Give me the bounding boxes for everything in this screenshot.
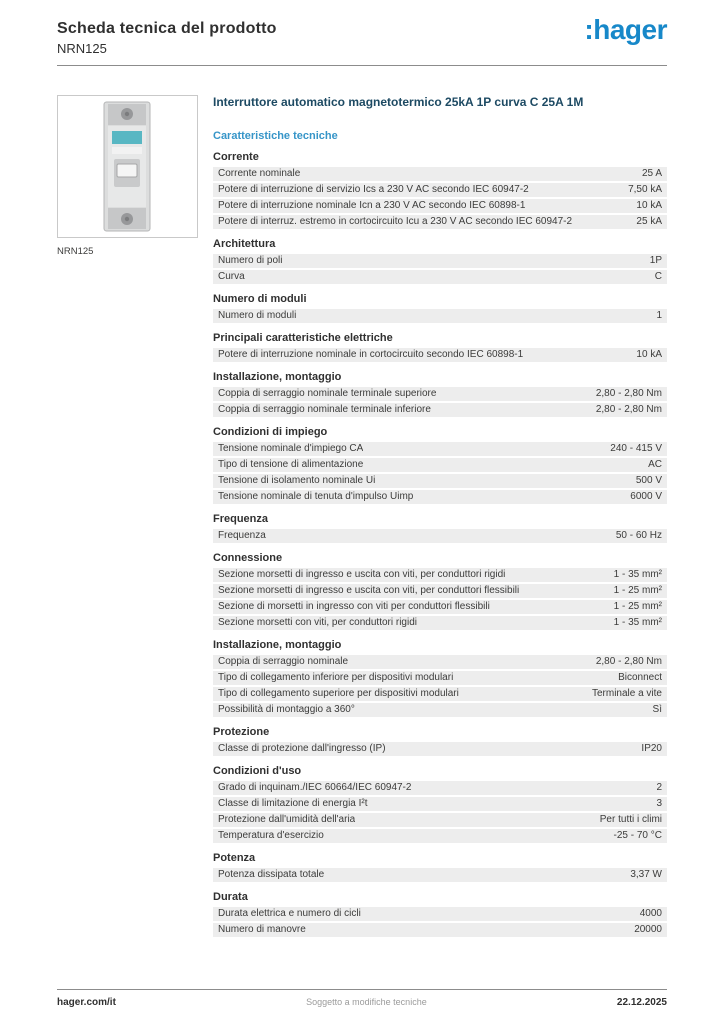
section-title: Numero di moduli bbox=[213, 292, 307, 305]
spec-label: Protezione dall'umidità dell'aria bbox=[218, 813, 356, 825]
spec-value: 2 bbox=[656, 781, 662, 793]
spec-row bbox=[213, 474, 667, 488]
section-title: Condizioni d'uso bbox=[213, 764, 302, 777]
tech-characteristics-heading: Caratteristiche tecniche bbox=[213, 129, 338, 142]
spec-section bbox=[213, 726, 667, 756]
spec-sections bbox=[213, 151, 667, 937]
spec-label: Frequenza bbox=[218, 529, 266, 541]
spec-row bbox=[213, 703, 667, 717]
spec-row bbox=[213, 309, 667, 323]
spec-row bbox=[213, 584, 667, 598]
spec-label: Tensione nominale di tenuta d'impulso Uimp bbox=[218, 490, 414, 502]
spec-label: Temperatura d'esercizio bbox=[218, 829, 324, 841]
spec-section bbox=[213, 151, 667, 229]
spec-section bbox=[213, 852, 667, 882]
spec-section bbox=[213, 293, 667, 323]
spec-value: -25 - 70 °C bbox=[613, 829, 662, 841]
section-title: Principali caratteristiche elettriche bbox=[213, 331, 393, 344]
spec-value: 10 kA bbox=[636, 348, 662, 360]
spec-value: 1 - 35 mm² bbox=[613, 616, 662, 628]
spec-value: 1P bbox=[649, 254, 662, 266]
product-image-column bbox=[57, 95, 198, 257]
spec-section bbox=[213, 891, 667, 937]
section-title: Installazione, montaggio bbox=[213, 370, 342, 383]
spec-row bbox=[213, 687, 667, 701]
section-title: Durata bbox=[213, 890, 248, 903]
spec-row bbox=[213, 458, 667, 472]
spec-value: 10 kA bbox=[636, 199, 662, 211]
spec-row bbox=[213, 797, 667, 811]
footer-date: 22.12.2025 bbox=[616, 997, 667, 1008]
spec-label: Potere di interruz. estremo in cortocircuito Icu a 230 V AC secondo IEC 60947-2 bbox=[218, 215, 573, 227]
spec-label: Grado di inquinam./IEC 60664/IEC 60947-2 bbox=[218, 781, 412, 793]
spec-label: Classe di protezione dall'ingresso (IP) bbox=[218, 742, 386, 754]
spec-label: Sezione morsetti di ingresso e uscita con viti, per conduttori flessibili bbox=[218, 584, 520, 596]
spec-row bbox=[213, 387, 667, 401]
section-title: Frequenza bbox=[213, 512, 269, 525]
spec-row bbox=[213, 490, 667, 504]
spec-section bbox=[213, 371, 667, 417]
spec-row bbox=[213, 167, 667, 181]
spec-row bbox=[213, 403, 667, 417]
spec-row bbox=[213, 215, 667, 229]
section-title: Condizioni di impiego bbox=[213, 425, 328, 438]
spec-value: C bbox=[654, 270, 662, 282]
spec-label: Tipo di tensione di alimentazione bbox=[218, 458, 364, 470]
spec-value: 6000 V bbox=[630, 490, 662, 502]
spec-row bbox=[213, 254, 667, 268]
spec-value: 2,80 - 2,80 Nm bbox=[595, 387, 662, 399]
footer-disclaimer: Soggetto a modifiche tecniche bbox=[306, 997, 427, 1007]
product-title: Interruttore automatico magnetotermico 25kA 1P curva C 25A 1M bbox=[213, 95, 584, 109]
spec-row bbox=[213, 348, 667, 362]
product-image bbox=[57, 95, 198, 238]
spec-section bbox=[213, 765, 667, 843]
spec-value: 20000 bbox=[634, 923, 662, 935]
spec-row bbox=[213, 655, 667, 669]
spec-value: 1 bbox=[656, 309, 662, 321]
spec-section bbox=[213, 426, 667, 504]
spec-row bbox=[213, 923, 667, 937]
spec-label: Potere di interruzione di servizio Ics a 230 V AC secondo IEC 60947-2 bbox=[218, 183, 529, 195]
spec-label: Sezione di morsetti in ingresso con viti per conduttori flessibili bbox=[218, 600, 490, 612]
section-title: Connessione bbox=[213, 551, 283, 564]
spec-value: IP20 bbox=[641, 742, 662, 754]
spec-label: Durata elettrica e numero di cicli bbox=[218, 907, 361, 919]
spec-row bbox=[213, 270, 667, 284]
spec-label: Classe di limitazione di energia I²t bbox=[218, 797, 368, 809]
circuit-breaker-illustration bbox=[58, 96, 197, 237]
spec-row bbox=[213, 199, 667, 213]
spec-row bbox=[213, 781, 667, 795]
spec-row bbox=[213, 183, 667, 197]
spec-value: 2,80 - 2,80 Nm bbox=[595, 655, 662, 667]
spec-value: 25 A bbox=[641, 167, 662, 179]
spec-label: Coppia di serraggio nominale terminale superiore bbox=[218, 387, 437, 399]
spec-value: 2,80 - 2,80 Nm bbox=[595, 403, 662, 415]
spec-value: 1 - 25 mm² bbox=[613, 600, 662, 612]
spec-section bbox=[213, 639, 667, 717]
spec-value: 25 kA bbox=[636, 215, 662, 227]
spec-row bbox=[213, 442, 667, 456]
spec-row bbox=[213, 829, 667, 843]
spec-label: Coppia di serraggio nominale terminale inferiore bbox=[218, 403, 431, 415]
spec-label: Tipo di collegamento inferiore per dispositivi modulari bbox=[218, 671, 454, 683]
section-title: Installazione, montaggio bbox=[213, 638, 342, 651]
spec-value: Biconnect bbox=[618, 671, 662, 683]
spec-label: Potere di interruzione nominale Icn a 230 V AC secondo IEC 60898-1 bbox=[218, 199, 526, 211]
spec-label: Potere di interruzione nominale in cortocircuito secondo IEC 60898-1 bbox=[218, 348, 524, 360]
spec-value: Sì bbox=[652, 703, 662, 715]
spec-value: 500 V bbox=[635, 474, 662, 486]
spec-value: 50 - 60 Hz bbox=[615, 529, 662, 541]
spec-value: 3 bbox=[656, 797, 662, 809]
spec-value: 3,37 W bbox=[630, 868, 662, 880]
hager-website-link[interactable]: hager.com/it bbox=[57, 997, 116, 1008]
spec-row bbox=[213, 568, 667, 582]
spec-label: Numero di manovre bbox=[218, 923, 306, 935]
spec-label: Tensione di isolamento nominale Ui bbox=[218, 474, 376, 486]
spec-label: Possibilità di montaggio a 360° bbox=[218, 703, 355, 715]
document-title: Scheda tecnica del prodotto bbox=[57, 20, 277, 37]
spec-value: 4000 bbox=[639, 907, 662, 919]
spec-label: Sezione morsetti di ingresso e uscita con viti, per conduttori rigidi bbox=[218, 568, 506, 580]
spec-value: Terminale a vite bbox=[591, 687, 662, 699]
spec-label: Tensione nominale d'impiego CA bbox=[218, 442, 364, 454]
section-title: Architettura bbox=[213, 237, 276, 250]
spec-label: Corrente nominale bbox=[218, 167, 301, 179]
spec-label: Tipo di collegamento superiore per dispositivi modulari bbox=[218, 687, 459, 699]
spec-section bbox=[213, 332, 667, 362]
spec-label: Curva bbox=[218, 270, 245, 282]
product-image-caption: NRN125 bbox=[57, 246, 94, 257]
spec-value: Per tutti i climi bbox=[599, 813, 662, 825]
spec-label: Sezione morsetti con viti, per conduttori rigidi bbox=[218, 616, 417, 628]
spec-label: Coppia di serraggio nominale bbox=[218, 655, 349, 667]
spec-section bbox=[213, 238, 667, 284]
page-footer bbox=[57, 989, 667, 1008]
section-title: Potenza bbox=[213, 851, 256, 864]
spec-label: Potenza dissipata totale bbox=[218, 868, 325, 880]
product-reference: NRN125 bbox=[57, 41, 107, 56]
spec-row bbox=[213, 868, 667, 882]
spec-row bbox=[213, 907, 667, 921]
hager-logo: :hager bbox=[584, 14, 667, 45]
section-title: Corrente bbox=[213, 150, 259, 163]
spec-row bbox=[213, 813, 667, 827]
spec-value: 7,50 kA bbox=[628, 183, 662, 195]
spec-row bbox=[213, 600, 667, 614]
spec-row bbox=[213, 671, 667, 685]
spec-row bbox=[213, 742, 667, 756]
spec-row bbox=[213, 616, 667, 630]
spec-value: AC bbox=[648, 458, 662, 470]
section-title: Protezione bbox=[213, 725, 270, 738]
spec-value: 1 - 25 mm² bbox=[613, 584, 662, 596]
spec-value: 240 - 415 V bbox=[610, 442, 662, 454]
page-header bbox=[57, 14, 667, 66]
spec-row bbox=[213, 529, 667, 543]
spec-label: Numero di poli bbox=[218, 254, 283, 266]
spec-section bbox=[213, 552, 667, 630]
spec-section bbox=[213, 513, 667, 543]
spec-label: Numero di moduli bbox=[218, 309, 297, 321]
spec-content bbox=[213, 95, 667, 939]
spec-value: 1 - 35 mm² bbox=[613, 568, 662, 580]
